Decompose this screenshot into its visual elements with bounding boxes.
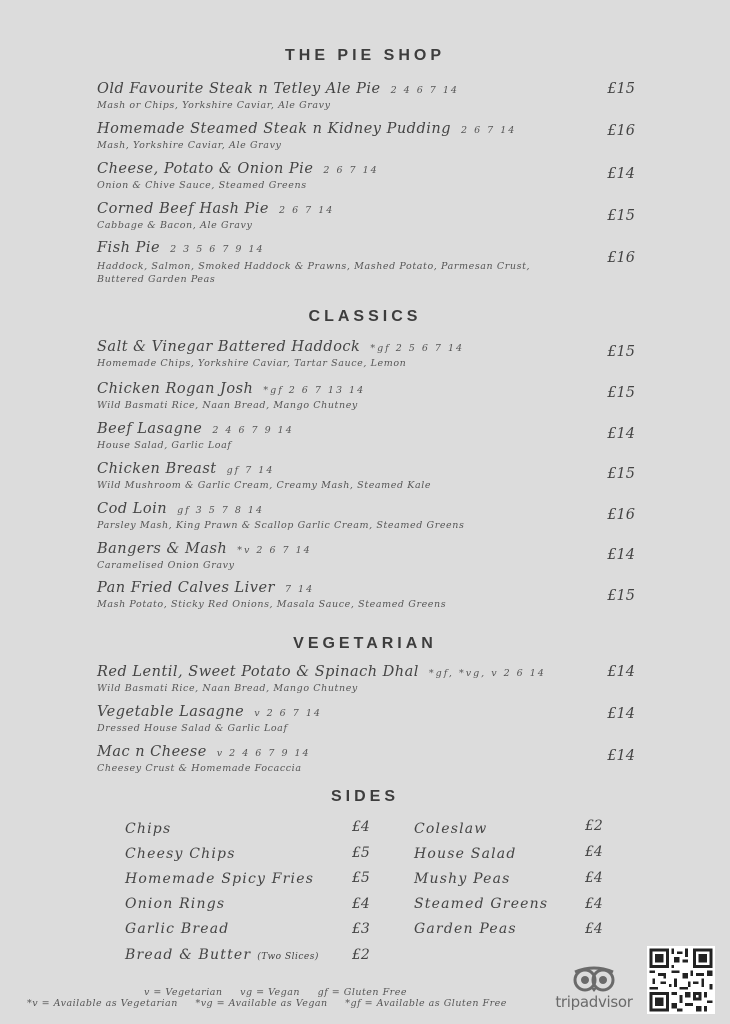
item-description: Wild Basmati Rice, Naan Bread, Mango Chutney [97, 683, 358, 694]
tripadvisor-wordmark: tripadvisor [555, 993, 633, 1011]
item-allergens: v 2 4 6 7 9 14 [216, 748, 311, 759]
side-item: Steamed Greens [414, 896, 549, 912]
section-title-sides: SIDES [330, 788, 399, 805]
side-price: £4 [585, 921, 603, 937]
side-price: £4 [352, 819, 370, 835]
item-name: Vegetable Lasagne [97, 704, 245, 720]
item-price: £16 [607, 250, 635, 266]
item-name: Old Favourite Steak n Tetley Ale Pie [97, 81, 381, 97]
qr-code-icon[interactable] [647, 946, 715, 1014]
item-price: £14 [607, 664, 635, 680]
menu-item [97, 541, 637, 572]
item-description: Parsley Mash, King Prawn & Scallop Garlic Cream, Steamed Greens [97, 520, 465, 531]
item-name: Bangers & Mash [97, 541, 228, 557]
item-description: Haddock, Salmon, Smoked Haddock & Prawns, Mashed Potato, Parmesan Crust, Buttered Garden Peas [97, 261, 531, 285]
item-allergens: 2 3 5 6 7 9 14 [170, 244, 265, 255]
side-item: Homemade Spicy Fries [125, 871, 315, 887]
item-allergens: gf 7 14 [226, 465, 275, 476]
item-allergens: *gf, *vg, v 2 6 14 [428, 668, 546, 679]
item-price: £15 [607, 385, 635, 401]
item-name: Pan Fried Calves Liver [97, 580, 275, 596]
item-price: £14 [607, 547, 635, 563]
item-price: £16 [607, 507, 635, 523]
menu-item [97, 121, 637, 152]
item-description: Caramelised Onion Gravy [97, 560, 235, 571]
side-price: £5 [352, 845, 370, 861]
side-item-name: Bread & Butter [125, 947, 252, 963]
legend-line-2: *v = Available as Vegetarian *vg = Available as Vegan *gf = Available as Gluten Free [27, 998, 507, 1009]
item-description: Dressed House Salad & Garlic Loaf [97, 723, 288, 734]
item-description: Mash Potato, Sticky Red Onions, Masala Sauce, Steamed Greens [97, 599, 447, 610]
item-name: Mac n Cheese [97, 744, 207, 760]
menu-item [97, 201, 637, 232]
item-description: Wild Basmati Rice, Naan Bread, Mango Chutney [97, 400, 358, 411]
item-price: £14 [607, 706, 635, 722]
side-price: £4 [352, 896, 370, 912]
item-price: £15 [607, 588, 635, 604]
menu-item [97, 240, 637, 286]
item-name: Salt & Vinegar Battered Haddock [97, 339, 361, 355]
item-allergens: 2 6 7 14 [323, 165, 379, 176]
item-description: Cheesey Crust & Homemade Focaccia [97, 763, 302, 774]
item-name: Cod Loin [97, 501, 168, 517]
side-item: House Salad [414, 846, 517, 862]
side-price: £3 [352, 921, 370, 937]
side-price: £2 [352, 947, 370, 963]
item-name: Chicken Breast [97, 461, 217, 477]
item-name: Cheese, Potato & Onion Pie [97, 161, 314, 177]
item-price: £14 [607, 748, 635, 764]
item-description: Mash, Yorkshire Caviar, Ale Gravy [97, 140, 282, 151]
legend-line-1: v = Vegetarian vg = Vegan gf = Gluten Free [144, 987, 407, 998]
side-item: Mushy Peas [414, 871, 511, 887]
side-item: Chips [125, 821, 172, 837]
item-price: £16 [607, 123, 635, 139]
item-description: Onion & Chive Sauce, Steamed Greens [97, 180, 307, 191]
menu-item [97, 501, 637, 532]
menu-item [97, 704, 637, 735]
item-allergens: gf 3 5 7 8 14 [177, 505, 265, 516]
item-allergens: *v 2 6 7 14 [237, 545, 312, 556]
side-item [125, 947, 319, 963]
menu-item [97, 421, 637, 452]
side-item-note: (Two Slices) [257, 952, 319, 962]
section-title-classics: CLASSICS [308, 308, 422, 325]
item-price: £15 [607, 208, 635, 224]
item-name: Beef Lasagne [97, 421, 203, 437]
item-description: House Salad, Garlic Loaf [97, 440, 232, 451]
side-item: Cheesy Chips [125, 846, 236, 862]
item-name: Chicken Rogan Josh [97, 381, 254, 397]
side-price: £4 [585, 870, 603, 886]
menu-item [97, 744, 637, 775]
item-allergens: 2 4 6 7 9 14 [212, 425, 294, 436]
item-name: Red Lentil, Sweet Potato & Spinach Dhal [97, 664, 419, 680]
item-price: £14 [607, 426, 635, 442]
item-price: £14 [607, 166, 635, 182]
side-item: Garlic Bread [125, 921, 230, 937]
item-price: £15 [607, 81, 635, 97]
section-title-pie-shop: THE PIE SHOP [284, 47, 446, 64]
item-price: £15 [607, 344, 635, 360]
side-price: £5 [352, 870, 370, 886]
item-name: Homemade Steamed Steak n Kidney Pudding [97, 121, 451, 137]
menu-item [97, 161, 637, 192]
side-price: £4 [585, 844, 603, 860]
menu-item [97, 461, 637, 492]
item-allergens: 2 6 7 14 [279, 205, 335, 216]
item-allergens: 7 14 [284, 584, 315, 595]
menu-item [97, 339, 637, 370]
item-name: Fish Pie [97, 240, 161, 256]
item-description: Cabbage & Bacon, Ale Gravy [97, 220, 253, 231]
item-name: Corned Beef Hash Pie [97, 201, 270, 217]
item-allergens: 2 6 7 14 [461, 125, 517, 136]
item-allergens: *gf 2 6 7 13 14 [263, 385, 366, 396]
item-description: Homemade Chips, Yorkshire Caviar, Tartar Sauce, Lemon [97, 358, 407, 369]
side-item: Onion Rings [125, 896, 226, 912]
item-description: Wild Mushroom & Garlic Cream, Creamy Mash, Steamed Kale [97, 480, 432, 491]
item-allergens: *gf 2 5 6 7 14 [370, 343, 465, 354]
menu-item [97, 664, 637, 695]
item-description: Mash or Chips, Yorkshire Caviar, Ale Gravy [97, 100, 331, 111]
menu-item [97, 381, 637, 412]
item-price: £15 [607, 466, 635, 482]
side-price: £2 [585, 818, 603, 834]
side-item: Garden Peas [414, 921, 517, 937]
item-allergens: 2 4 6 7 14 [390, 85, 459, 96]
side-price: £4 [585, 896, 603, 912]
menu-item [97, 580, 637, 611]
item-allergens: v 2 6 7 14 [254, 708, 322, 719]
menu-item [97, 81, 637, 112]
side-item: Coleslaw [414, 821, 488, 837]
section-title-vegetarian: VEGETARIAN [293, 635, 437, 652]
